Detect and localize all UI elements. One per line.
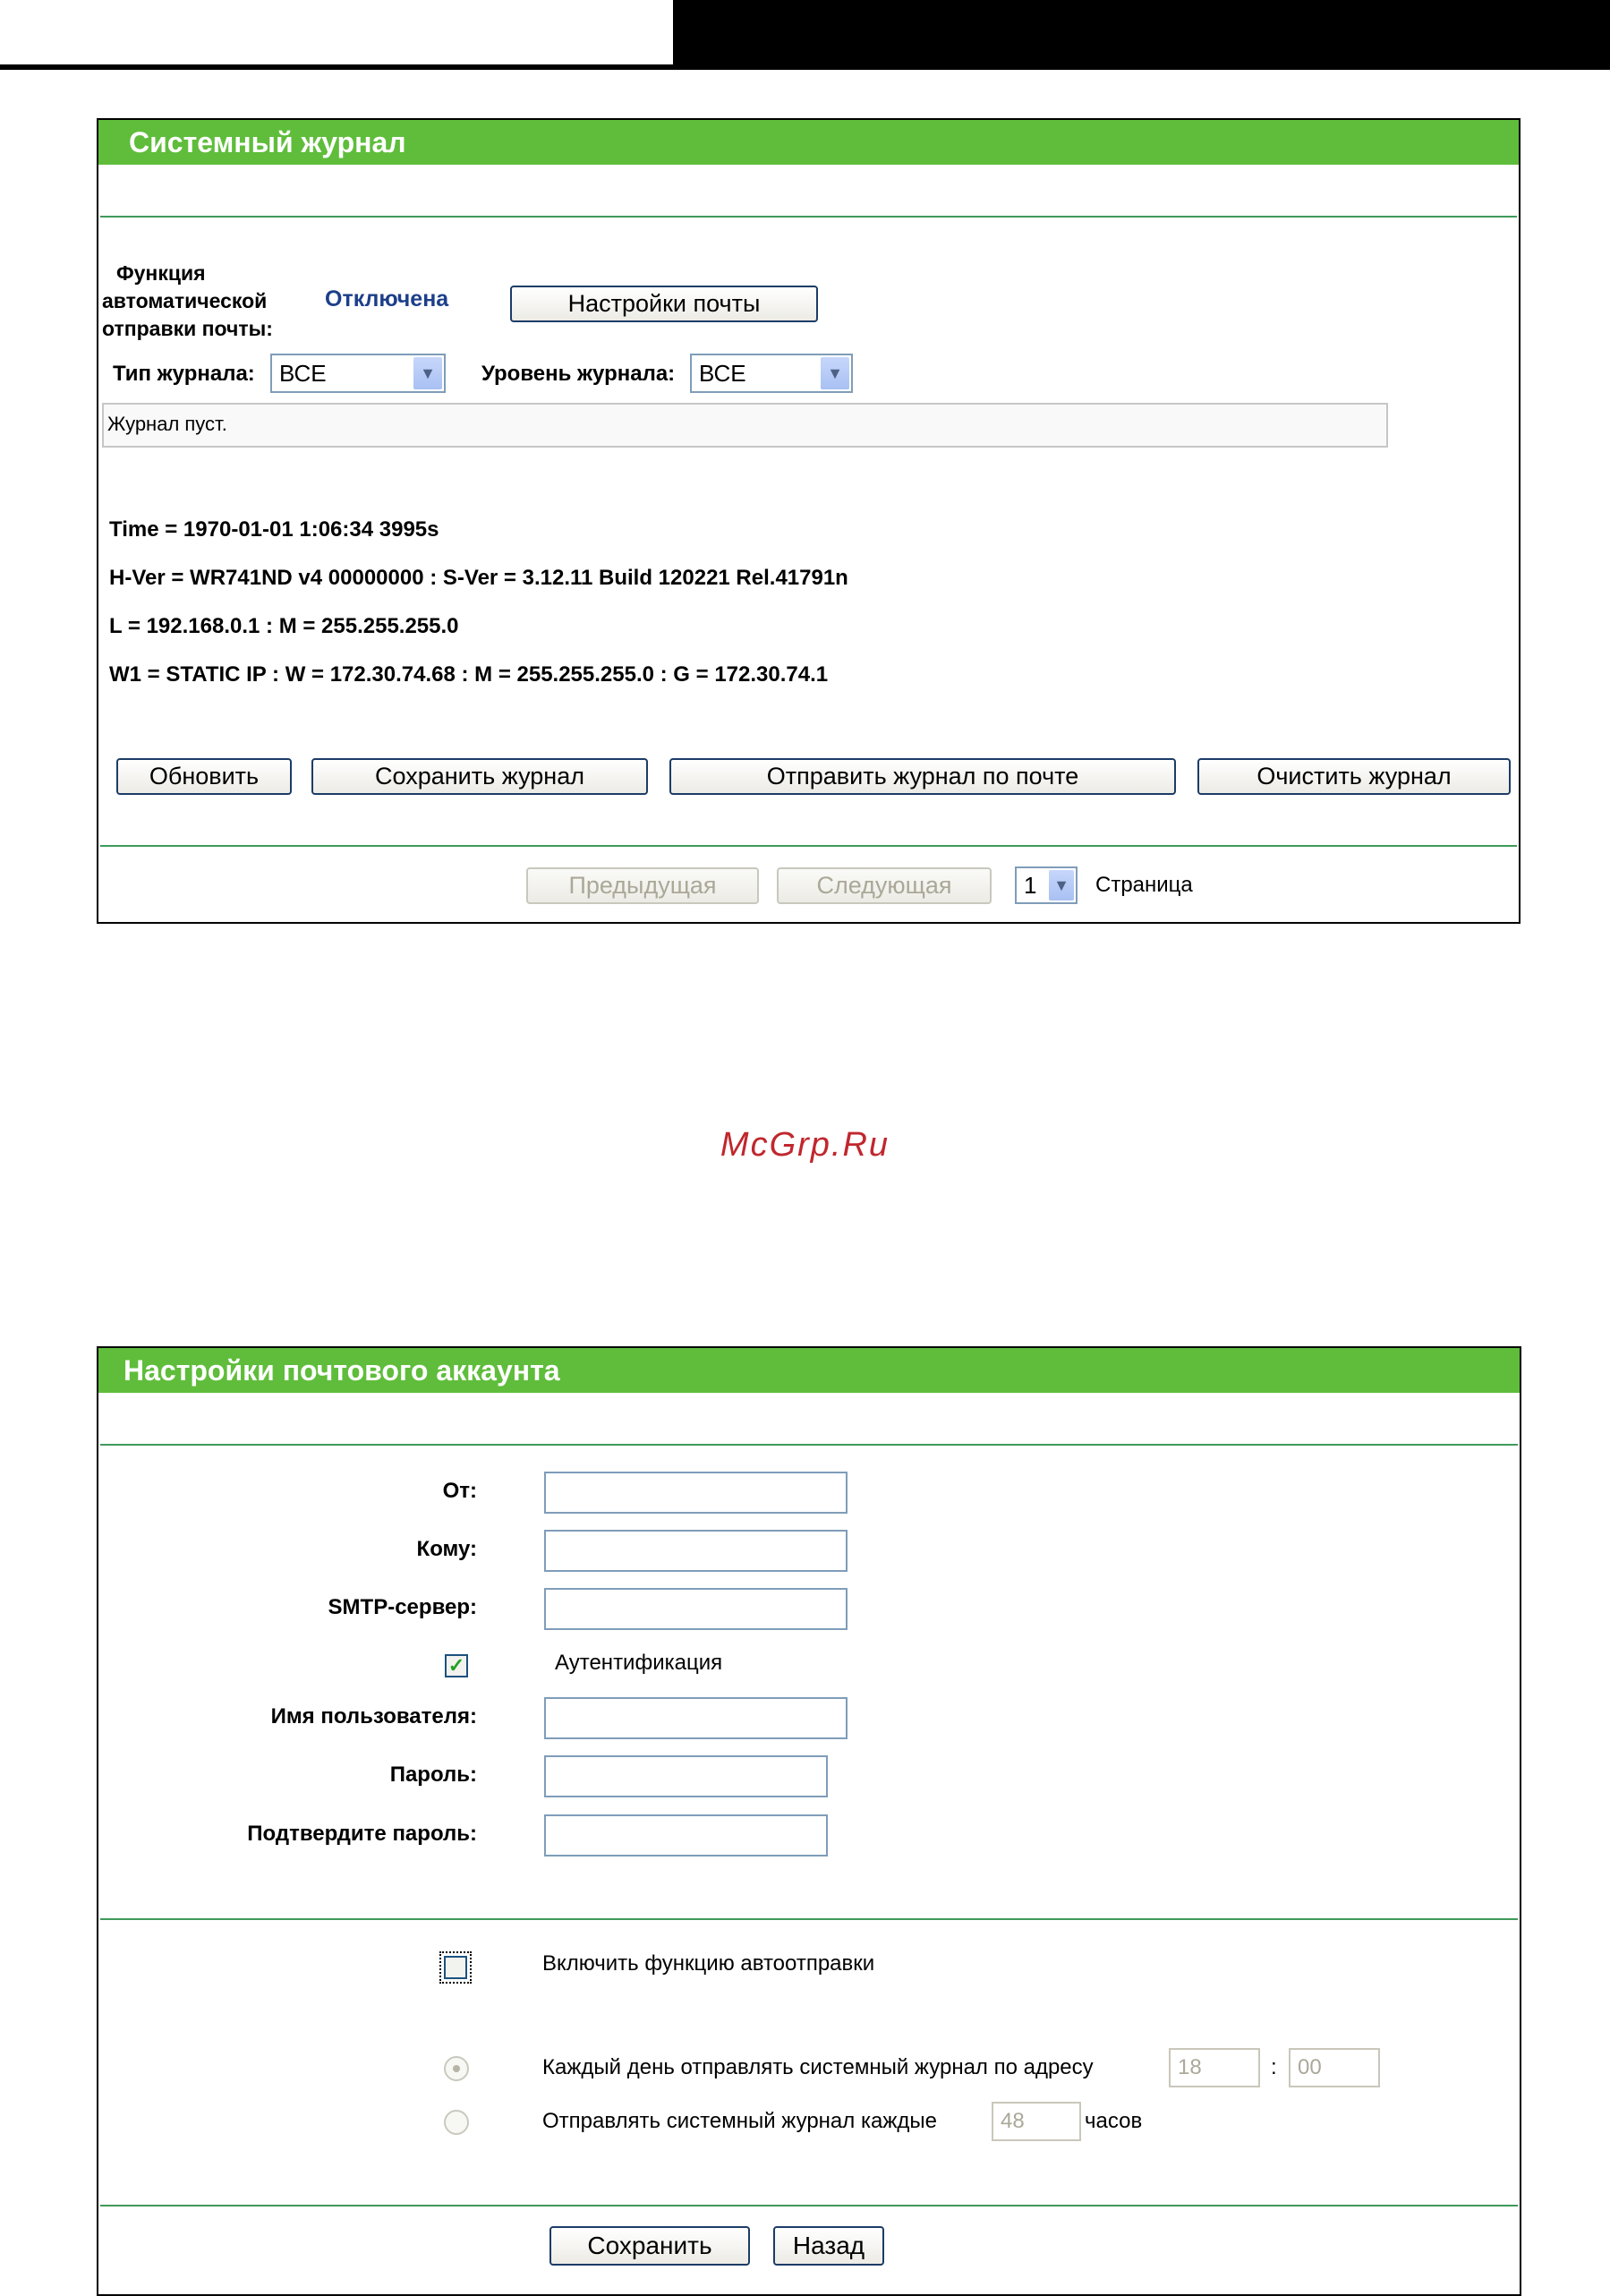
chevron-down-icon: ▼: [1049, 870, 1074, 900]
back-button[interactable]: Назад: [773, 2226, 884, 2266]
info-time: Time = 1970-01-01 1:06:34 3995s: [109, 517, 439, 542]
divider: [100, 2205, 1518, 2206]
prev-page-button[interactable]: Предыдущая: [526, 867, 759, 904]
daily-radio[interactable]: [444, 2056, 469, 2081]
divider: [100, 216, 1517, 218]
clear-log-button[interactable]: Очистить журнал: [1197, 758, 1511, 795]
interval-hours-input[interactable]: 48: [992, 2102, 1081, 2141]
interval-radio[interactable]: [444, 2110, 469, 2135]
auto-mail-label-line3: отправки почты:: [102, 317, 273, 340]
confirm-password-label: Подтвердите пароль:: [247, 1822, 477, 1846]
panel-title: Системный журнал: [98, 120, 1519, 165]
password-input[interactable]: [544, 1755, 828, 1797]
page-value: 1: [1024, 872, 1037, 899]
header-bar: [673, 0, 1610, 70]
daily-label: Каждый день отправлять системный журнал по адресу: [542, 2055, 1094, 2079]
log-type-select[interactable]: [270, 354, 446, 393]
auto-mail-label-line2: автоматической: [102, 289, 268, 312]
next-page-button[interactable]: Следующая: [777, 867, 992, 904]
daily-hour-input[interactable]: 18: [1169, 2048, 1260, 2087]
system-log-panel: [97, 118, 1521, 924]
log-type-label: Тип журнала:: [113, 362, 255, 386]
watermark: McGrp.Ru: [720, 1126, 890, 1164]
checkmark-icon: ✓: [447, 1654, 465, 1677]
page-label: Страница: [1095, 873, 1193, 897]
password-label: Пароль:: [389, 1763, 477, 1787]
panel-title: Настройки почтового аккаунта: [98, 1348, 1520, 1393]
smtp-label: SMTP-сервер:: [328, 1595, 477, 1619]
time-separator: :: [1271, 2055, 1277, 2079]
smtp-input[interactable]: [544, 1588, 848, 1630]
interval-label: Отправлять системный журнал каждые: [542, 2109, 937, 2133]
header-rule: [0, 64, 673, 70]
chevron-down-icon: ▼: [413, 357, 442, 389]
daily-minute-input[interactable]: 00: [1289, 2048, 1380, 2087]
divider: [100, 1444, 1518, 1446]
auth-checkbox[interactable]: [445, 1654, 468, 1677]
log-content-box[interactable]: Журнал пуст.: [102, 403, 1388, 448]
mail-log-button[interactable]: Отправить журнал по почте: [669, 758, 1176, 795]
auto-send-label: Включить функцию автоотправки: [542, 1951, 875, 1976]
divider: [100, 1918, 1518, 1920]
from-input[interactable]: [544, 1472, 848, 1514]
auto-mail-status: Отключена: [325, 286, 449, 312]
refresh-button[interactable]: Обновить: [116, 758, 292, 795]
log-level-select[interactable]: [690, 354, 853, 393]
to-label: Кому:: [416, 1537, 477, 1561]
confirm-password-input[interactable]: [544, 1814, 828, 1856]
auto-mail-label-line1: Функция: [116, 261, 206, 285]
divider: [100, 845, 1517, 847]
info-version: H-Ver = WR741ND v4 00000000 : S-Ver = 3.12.11 Build 120221 Rel.41791n: [109, 566, 848, 590]
from-label: От:: [442, 1479, 477, 1503]
auto-send-checkbox[interactable]: [444, 1956, 467, 1979]
save-log-button[interactable]: Сохранить журнал: [311, 758, 648, 795]
to-input[interactable]: [544, 1530, 848, 1572]
info-lan: L = 192.168.0.1 : M = 255.255.255.0: [109, 614, 459, 638]
page-select[interactable]: [1015, 866, 1078, 904]
username-input[interactable]: [544, 1697, 848, 1739]
log-level-label: Уровень журнала:: [481, 362, 676, 386]
chevron-down-icon: ▼: [821, 357, 849, 389]
mail-account-panel: [97, 1346, 1521, 2296]
log-level-value: ВСЕ: [699, 360, 746, 387]
mail-settings-button[interactable]: Настройки почты: [510, 286, 818, 322]
auth-label: Аутентификация: [555, 1651, 723, 1675]
radio-dot: [453, 2065, 460, 2072]
log-type-value: ВСЕ: [279, 360, 327, 387]
save-button[interactable]: Сохранить: [549, 2226, 750, 2266]
hours-label: часов: [1085, 2109, 1143, 2133]
info-wan: W1 = STATIC IP : W = 172.30.74.68 : M = 255.255.255.0 : G = 172.30.74.1: [109, 662, 829, 687]
username-label: Имя пользователя:: [270, 1704, 477, 1728]
